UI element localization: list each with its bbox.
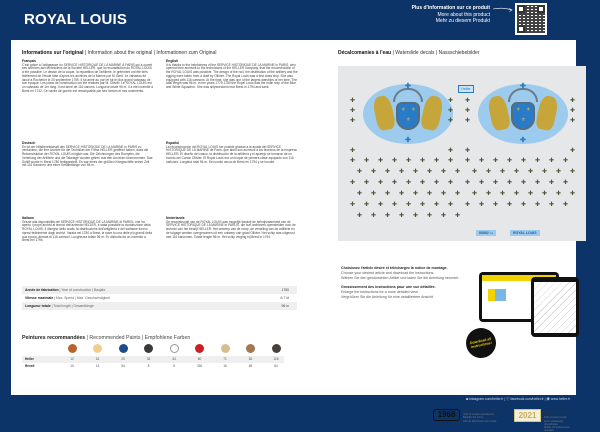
decal-dot: ✚	[350, 118, 356, 124]
paint-number: 16	[95, 357, 100, 361]
paint-table	[22, 342, 284, 370]
decal-dot: ✚	[549, 180, 555, 186]
decal-dot: ✚	[434, 180, 440, 186]
decal-dot: ✚	[455, 169, 461, 175]
decal-dot: ✚	[542, 169, 548, 175]
decal-dot: ✚	[465, 108, 471, 114]
decal-dot: ✚	[448, 98, 454, 104]
decal-dot: ✚	[570, 108, 576, 114]
decal-dot: ✚	[479, 158, 485, 164]
decal-dot: ✚	[570, 118, 576, 124]
decal-dot: ✚	[455, 191, 461, 197]
decal-dot: ✚	[357, 213, 363, 219]
decal-dot: ✚	[364, 202, 370, 208]
decal-dot: ✚	[371, 191, 377, 197]
decal-dot: ✚	[479, 202, 485, 208]
decal-dot: ✚	[406, 202, 412, 208]
spec-row-speed: Vitesse maximale | Max. Speed | Max. Geschwindigkeit 6-7 kt	[25, 296, 289, 300]
decal-dot: ✚	[521, 158, 527, 164]
paint-number: 8	[147, 364, 150, 368]
decal-dot: ✚	[385, 169, 391, 175]
paint-swatch	[246, 344, 255, 353]
decal-dot: ✚	[521, 202, 527, 208]
decal-dot: ✚	[563, 180, 569, 186]
decal-dot: ✚	[570, 148, 576, 154]
decal-dot: ✚	[448, 148, 454, 154]
decal-dot: ✚	[507, 158, 513, 164]
text-block-en: English It is thanks to the helpfulness of the SERVICE HISTORIQUE DE LA MARINE in PARIS, who opened their archives to the technicians of the HELLER company, that the reconstruction of the ROYAL LOUIS was possible. The design of the hull, the distribution of the artillery and the rigging were taken from a draft by Ollivier. The Royal Louis was a first class ship. She was equipped with 116 cannons. At the time, she was one of the largest warships of her time. The total length was 96 m. In the years 1779-1780 the Royal Louis was the main ship of the Blue and White Squadron. She was shipwrecked near Brest in 1794 and sank.	[166, 59, 298, 89]
header	[0, 0, 600, 40]
decal-dot: ✚	[448, 158, 454, 164]
spec-row-year: Année de fabrication | Year of construction | Baujahr 1780	[22, 286, 297, 294]
footer	[0, 395, 600, 405]
decal-dot: ✚	[427, 191, 433, 197]
decal-dot: ✚	[521, 180, 527, 186]
decal-dot: ✚	[392, 202, 398, 208]
brand-row-heller: Heller 12 16 20 33 34 60 71 82 116	[22, 356, 284, 363]
decal-dot: ✚	[392, 180, 398, 186]
badge-2021-text: Moule intégralement révisé Fully revised mould Form vollständig überarbeitet Molde completamente revisado	[544, 410, 570, 432]
decal-dot: ✚	[500, 191, 506, 197]
decal-dot: ✚	[486, 169, 492, 175]
decal-dot: ✚	[434, 158, 440, 164]
decal-dot: ✚	[563, 158, 569, 164]
text-block-fr: Français C'est grâce à l'obligeance du SERVICE HISTORIQUE DE LA MARINE À PARIS qui a ouvert ses archives aux techniciens de la Société HELLER, que la reconstitution du ROYAL LOUIS a été possible. Le dessin de la coque, la répartition de l'artillerie, le gréement ont été tirés fidèlement de l'étude faite d'après les archives de la Marine par M. Berti. Le vaisseau fut lancé à Rochefort le 20 septembre 1759. Il fut armé au port et fut le plus grand vaisseau de son époque. Les plans de construction ont été réalisés par M. Ollivier. Le ROYAL LOUIS est un vaisseau de 1er rang. Il est armé de 116 canons. Longueur totale 96 m. Il a été incendié à Brest en 1742. Ce navire de guerre est remarquable par ses formes et ses ornements.	[22, 59, 154, 93]
decal-dot: ✚	[549, 202, 555, 208]
decal-dot: ✚	[507, 180, 513, 186]
decal-dot: ✚	[448, 202, 454, 208]
decal-dot: ✚	[350, 202, 356, 208]
qr-code-icon[interactable]	[515, 3, 547, 35]
paint-number: 330	[196, 364, 203, 368]
paint-swatch	[68, 344, 77, 353]
decal-dot: ✚	[455, 213, 461, 219]
decal-dot: ✚	[364, 158, 370, 164]
decal-dot: ✚	[535, 202, 541, 208]
decal-dot: ✚	[472, 191, 478, 197]
social-links[interactable]: ◙ instagram.com/heller.fr | ⓕ facebook.com/heller.fr | ◉ www.heller.fr	[466, 397, 570, 401]
paint-swatch	[144, 344, 153, 353]
decal-dot: ✚	[556, 191, 562, 197]
brand-row-revell: Revell 10 14 54 8 5 330 16 89 84	[22, 363, 284, 370]
royal-emblem-left: ⚜ ⚜ ⚜ ✚ ✚	[363, 84, 453, 144]
decal-dot: ✚	[420, 158, 426, 164]
decal-dot: ✚	[420, 202, 426, 208]
crown-icon	[508, 88, 538, 102]
decal-dot: ✚	[427, 213, 433, 219]
paint-number: 33	[146, 357, 151, 361]
decal-dot: ✚	[570, 98, 576, 104]
specs-table	[22, 286, 297, 310]
decal-dot: ✚	[427, 169, 433, 175]
text-block-it: Italiano Grazie alla disponibilità del SERVICE HISTORIQUE DE LA MARINE di PARIGI, che ha aperto i propri archivi ai tecnici dell'azienda HELLER, è stata possibile la ricostruzione della ROYAL LOUIS. Il disegno dello scafo, la distribuzione dell'artiglieria e del sartiame furono ripresi fedelmente dagli archivi. Varata nel 1780 a Brest, la nave fu una delle più grandi della sua epoca, armata di 116 cannoni. Lunghezza totale 96 m. Fu distrutta da un incendio a Brest nel 1794.	[22, 216, 152, 243]
decal-dot: ✚	[399, 191, 405, 197]
decal-dot: ✚	[549, 158, 555, 164]
decal-dot: ✚	[528, 169, 534, 175]
decal-dot: ✚	[350, 180, 356, 186]
decal-dot: ✚	[371, 213, 377, 219]
decal-dot: ✚	[493, 202, 499, 208]
decal-dot: ✚	[364, 180, 370, 186]
decal-dot: ✚	[350, 148, 356, 154]
badge-1968: 1968	[433, 409, 460, 421]
paint-number: 5	[173, 364, 175, 368]
decal-dot: ✚	[465, 118, 471, 124]
swatch-row	[22, 342, 284, 356]
tablet-instructions-image	[531, 277, 579, 337]
paint-number: 60	[197, 357, 202, 361]
decal-dot: ✚	[465, 180, 471, 186]
decal-dot: ✚	[556, 169, 562, 175]
shield-icon: ⚜ ⚜ ⚜	[511, 102, 535, 130]
decal-dot: ✚	[441, 213, 447, 219]
crown-icon	[393, 88, 423, 102]
paint-swatch	[221, 344, 230, 353]
royal-emblem-right: ⚜ ⚜ ⚜ ✚ ✚	[478, 84, 568, 144]
decal-dot: ✚	[465, 158, 471, 164]
paint-number: 20	[121, 357, 125, 361]
decal-dot: ✚	[448, 180, 454, 186]
decal-dot: ✚	[434, 202, 440, 208]
decal-dot: ✚	[535, 180, 541, 186]
paint-swatch	[170, 344, 179, 353]
decal-dot: ✚	[378, 180, 384, 186]
decal-dot: ✚	[420, 180, 426, 186]
paint-swatch	[93, 344, 102, 353]
decal-dot: ✚	[378, 202, 384, 208]
paint-swatch	[119, 344, 128, 353]
decal-part-number: 80892 mt	[476, 230, 496, 236]
decal-dot: ✚	[399, 169, 405, 175]
paint-number: 16	[223, 364, 227, 368]
decal-dot: ✚	[507, 202, 513, 208]
decals-title: Décalcomanies à l'eau | Waterslide decals | Nassschiebebilder	[338, 50, 480, 56]
text-block-es: Español La reconstrucción del ROYAL LOUIS fue posible gracias a la ayuda del SERVICE HISTORIQUE DE LA MARINE de París, que abrió sus archivos a los técnicos de la empresa HELLER. El diseño del casco, la distribución de la artillería y el aparejo se tomaron de un boceto del Conde Ollivier. El Royal Louis era un buque de primera clase equipado con 116 cañones. Longitud total 96 m. Se hundió cerca de Brest en 1794 y se hundió.	[166, 141, 297, 164]
decal-dot: ✚	[413, 169, 419, 175]
heller-logo: Heller	[458, 85, 474, 93]
decal-dot: ✚	[479, 180, 485, 186]
decal-dot: ✚	[413, 213, 419, 219]
paint-number: 71	[223, 357, 227, 361]
decal-dot: ✚	[486, 191, 492, 197]
decal-dot: ✚	[378, 158, 384, 164]
decal-dot: ✚	[441, 169, 447, 175]
decal-dot: ✚	[399, 213, 405, 219]
instructions-text: Choisissez l'article désiré et téléchargez la notice de montage. Choose your desired article and download the instructions. Wählen Sie den gewünschten Artikel und laden Sie die Anleitung herunter. Grossissement des instructions pour une vue détaillée. Enlarge the instructions for a more detailed view. Vergrößern Sie die Anleitung für eine detailliertere Ansicht.	[341, 266, 460, 299]
decal-dot: ✚	[563, 202, 569, 208]
decal-dot: ✚	[448, 108, 454, 114]
paint-number: 89	[248, 364, 253, 368]
decal-dot: ✚	[535, 158, 541, 164]
spec-row-length: Longueur totale | Total length | Gesamtlänge 96 m	[22, 302, 297, 310]
decal-dot: ✚	[493, 158, 499, 164]
badge-2021: 2021	[514, 409, 541, 422]
decal-dot: ✚	[350, 108, 356, 114]
paint-number: 116	[273, 357, 279, 361]
decal-dot: ✚	[570, 191, 576, 197]
paint-number: 12	[70, 357, 74, 361]
decal-dot: ✚	[570, 169, 576, 175]
paint-number: 54	[121, 364, 125, 368]
decal-dot: ✚	[514, 191, 520, 197]
decal-dot: ✚	[448, 118, 454, 124]
cherub-right	[420, 95, 445, 132]
decal-sheet	[338, 66, 586, 241]
decal-dot: ✚	[350, 98, 356, 104]
download-instructions-badge[interactable]: Download all instructions!	[463, 325, 499, 361]
arrow-icon	[493, 7, 513, 12]
paints-title: Peintures recommandées | Recommended Paints | Empfohlene Farben	[22, 335, 191, 341]
decal-dot: ✚	[528, 191, 534, 197]
text-block-nl: Nederlands De reconstructie van de ROYAL LOUIS was mogelijk dankzij de behulpzaamheid van de SERVICE HISTORIQUE DE LA MARINE in PARIJS, die hun archieven openstelden voor de technici van het bedrijf HELLER. Het ontwerp van de romp, de verdeling van de artillerie en de tuigage werden overgenomen uit een ontwerp van graaf Ollivier. Het schip was uitgerust met 116 kanonnen. Totale lengte 96 m. Het schip verging bij Brest in 1794.	[166, 216, 296, 239]
paint-number: 10	[70, 364, 74, 368]
decal-dot: ✚	[371, 169, 377, 175]
decal-dot: ✚	[385, 213, 391, 219]
decal-dot: ✚	[406, 158, 412, 164]
decal-dot: ✚	[465, 98, 471, 104]
text-block-de: Deutsch Es ist der Hilfsbereitschaft des SERVICE HISTORIQUE DE LA MARINE in PARIS zu verdanken, die ihre Archive für die Techniker der Firma HELLER geöffnet haben, dass die Rekonstruktion der ROYAL LOUIS möglich war. Die Zeichnungen des Rumpfes, die Verteilung der Artillerie und die Takelage wurden getreu aus den Archiven übernommen. Das Schiff wurde in Brest 1780 fertiggestellt. Es war eines der größten Kriegsschiffe seiner Zeit mit 116 Kanonen und einer Gesamtlänge von 96 m.	[22, 141, 153, 168]
decal-dot: ✚	[465, 148, 471, 154]
decal-dot: ✚	[493, 180, 499, 186]
decal-dot: ✚	[465, 202, 471, 208]
badge-1968-text: Année de fabrication du moule Year of mould manufacture Baujahr der Form Año de fabricación del molde	[463, 410, 501, 423]
paint-swatch	[195, 344, 204, 353]
more-info-text[interactable]: Plus d'information sur ce produit More about this product Mehr zu diesem Produkt	[411, 5, 490, 24]
decal-dot: ✚	[392, 158, 398, 164]
decal-dot: ✚	[413, 191, 419, 197]
paint-number: 84	[274, 364, 278, 368]
original-info-title: Informations sur l'original | Information about the original | Informationen zum Original	[22, 50, 217, 56]
paint-number: 82	[248, 357, 253, 361]
decal-dot: ✚	[350, 158, 356, 164]
decal-dot: ✚	[500, 169, 506, 175]
paint-number: 34	[172, 357, 176, 361]
decal-dot: ✚	[406, 180, 412, 186]
cherub-right	[535, 95, 560, 132]
page-title: ROYAL LOUIS	[24, 11, 128, 28]
paint-swatch	[272, 344, 281, 353]
decal-name-label: ROYAL LOUIS	[510, 230, 540, 236]
decal-dot: ✚	[357, 169, 363, 175]
shield-icon: ⚜ ⚜ ⚜	[396, 102, 420, 130]
decal-dot: ✚	[472, 169, 478, 175]
decal-dot: ✚	[514, 169, 520, 175]
decal-dot: ✚	[385, 191, 391, 197]
decal-dot: ✚	[542, 191, 548, 197]
decal-dot: ✚	[357, 191, 363, 197]
decal-dot: ✚	[441, 191, 447, 197]
paint-number: 14	[95, 364, 100, 368]
